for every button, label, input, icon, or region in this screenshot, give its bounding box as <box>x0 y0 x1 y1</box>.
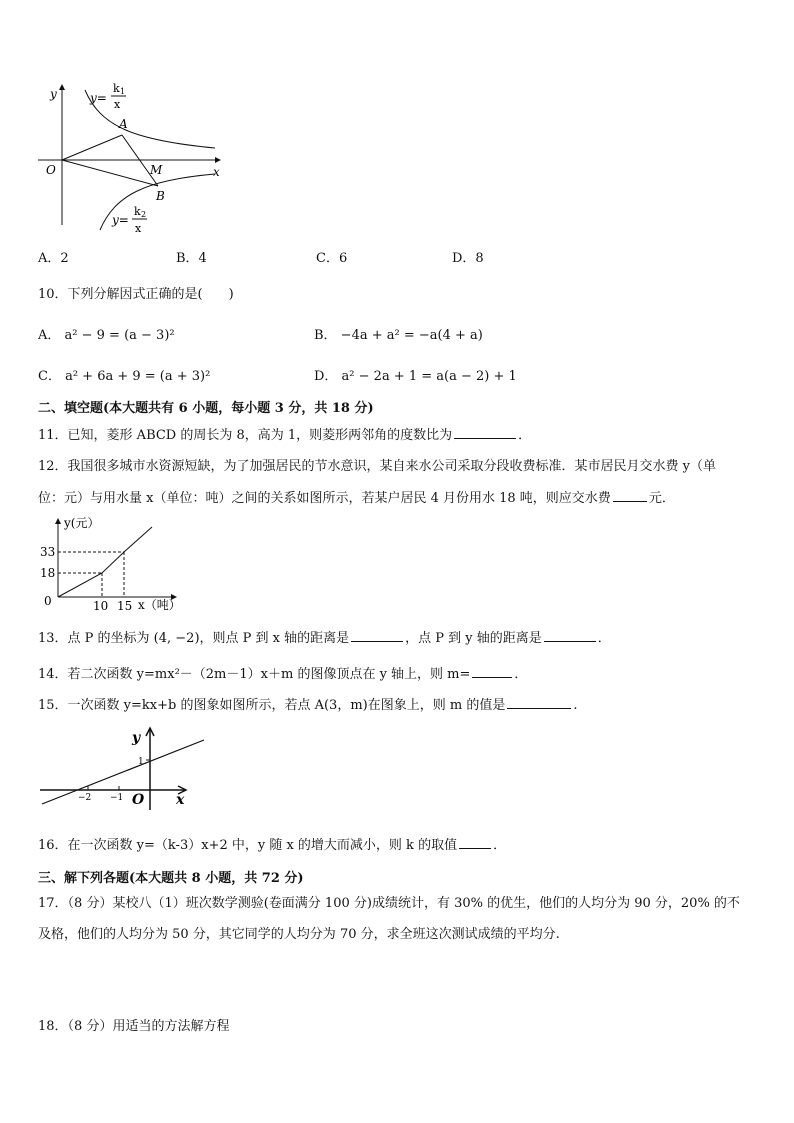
q14 <box>38 665 527 684</box>
section-2-heading: 二、填空题(本大题共有 6 小题，每小题 3 分，共 18 分) <box>38 401 374 416</box>
fig9-point-A: A <box>119 117 128 131</box>
fig15-x-label: x <box>176 792 185 808</box>
q10-option-d: D． a² − 2a + 1 = a(a − 2) + 1 <box>314 369 517 384</box>
curve1-denominator: x <box>114 98 121 111</box>
q12-line-2-end: 元． <box>648 491 675 506</box>
q10-option-b: B． −4a + a² = −a(4 + a) <box>314 328 483 343</box>
q13 <box>38 629 611 648</box>
fig9-x-label: x <box>213 165 220 179</box>
q12-line-1: 12．我国很多城市水资源短缺，为了加强居民的节水意识，某自来水公司采取分段收费标准．某市居民月交水费 y（单 <box>38 459 717 474</box>
q15 <box>38 696 577 715</box>
curve2-denominator: x <box>135 222 142 235</box>
q13-text-b: ，点 P 到 y 轴的距离是 <box>405 631 542 646</box>
q13-answer-blank-2[interactable] <box>544 629 596 642</box>
q16-end: ． <box>493 838 507 853</box>
q13-text-a: 13．点 P 的坐标为 (4, −2)，则点 P 到 x 轴的距离是 <box>38 631 350 646</box>
fig9-y-label: y <box>50 87 57 101</box>
q13-answer-blank-1[interactable] <box>351 629 403 642</box>
fig12-y-label: y(元） <box>64 516 100 530</box>
q14-answer-blank[interactable] <box>472 665 512 678</box>
q14-text: 14．若二次函数 y=mx²－（2m－1）x＋m 的图像顶点在 y 轴上，则 m= <box>38 667 471 682</box>
q16-text: 16．在一次函数 y=（k-3）x+2 中，y 随 x 的增大而减小，则 k 的取值 <box>38 838 458 853</box>
q18: 18．（8 分）用适当的方法解方程 <box>38 1019 230 1034</box>
q11-answer-blank[interactable] <box>454 426 516 439</box>
linear-function-figure <box>36 724 216 814</box>
q15-end: . <box>573 698 578 713</box>
q16-answer-blank[interactable] <box>459 836 491 849</box>
curve2-prefix: y= <box>112 213 129 227</box>
q13-end: ． <box>597 631 611 646</box>
q12-line-2 <box>38 489 675 508</box>
fig12-xtick-15: 15 <box>117 599 133 613</box>
q10-option-c: C． a² + 6a + 9 = (a + 3)² <box>38 369 211 384</box>
q17-line-1: 17．（8 分）某校八（1）班次数学测验(卷面满分 100 分)成绩统计，有 30% 的优生，他们的人均分为 90 分，20% 的不 <box>38 896 740 911</box>
q11-text: 11．已知，菱形 ABCD 的周长为 8，高为 1，则菱形两邻角的度数比为 <box>38 428 453 443</box>
fig15-origin: O <box>132 792 145 808</box>
q12-line-2-text: 位：元）与用水量 x（单位：吨）之间的关系如图所示，若某户居民 4 月份用水 18 吨，则应交水费 <box>38 491 611 506</box>
fig9-origin-label: O <box>46 163 56 177</box>
fig15-tick-label-1: 1 <box>138 757 144 767</box>
fig9-point-M: M <box>150 163 163 177</box>
fig12-origin: 0 <box>44 594 52 608</box>
section-3-heading: 三、解下列各题(本大题共 8 小题，共 72 分) <box>38 871 304 886</box>
q10-option-a: A． a² − 9 = (a − 3)² <box>38 328 175 343</box>
fig12-xtick-10: 10 <box>93 599 109 613</box>
fig12-x-label: x（吨） <box>138 598 181 612</box>
hyperbola-figure <box>30 80 270 240</box>
q9-option-a: A．2 <box>38 251 69 266</box>
q10-stem: 10．下列分解因式正确的是( ) <box>38 287 234 302</box>
curve2-numerator: k <box>134 205 141 218</box>
fig12-ytick-18: 18 <box>40 566 56 580</box>
q9-option-d: D．8 <box>452 251 484 266</box>
curve1-prefix: y= <box>90 91 107 105</box>
q9-option-b: B．4 <box>176 251 207 266</box>
segment-OA <box>62 135 122 160</box>
q9-option-c: C．6 <box>316 251 348 266</box>
q11 <box>38 426 531 445</box>
fig9-point-B: B <box>156 189 165 203</box>
curve2-subscript: 2 <box>141 210 147 219</box>
q14-end: ． <box>514 667 528 682</box>
q15-text: 15．一次函数 y=kx+b 的图象如图所示，若点 A(3，m)在图象上，则 m 的值是 <box>38 698 506 713</box>
fig12-ytick-33: 33 <box>40 545 56 559</box>
q12-answer-blank[interactable] <box>613 489 647 502</box>
q16 <box>38 836 506 855</box>
q17-line-2: 及格，他们的人均分为 50 分，其它同学的人均分为 70 分，求全班这次测试成绩的平均分. <box>38 927 560 942</box>
water-fee-chart <box>36 515 206 615</box>
fig15-tick-label-m1: −1 <box>110 793 124 803</box>
fee-line <box>58 527 152 597</box>
fig15-tick-label-m2: −2 <box>78 793 92 803</box>
q15-answer-blank[interactable] <box>507 696 571 709</box>
segment-OB <box>62 160 158 186</box>
fig15-y-label: y <box>132 730 141 746</box>
curve1-numerator: k <box>113 82 120 95</box>
curve1-subscript: 1 <box>120 87 126 96</box>
q11-end: ． <box>518 428 532 443</box>
